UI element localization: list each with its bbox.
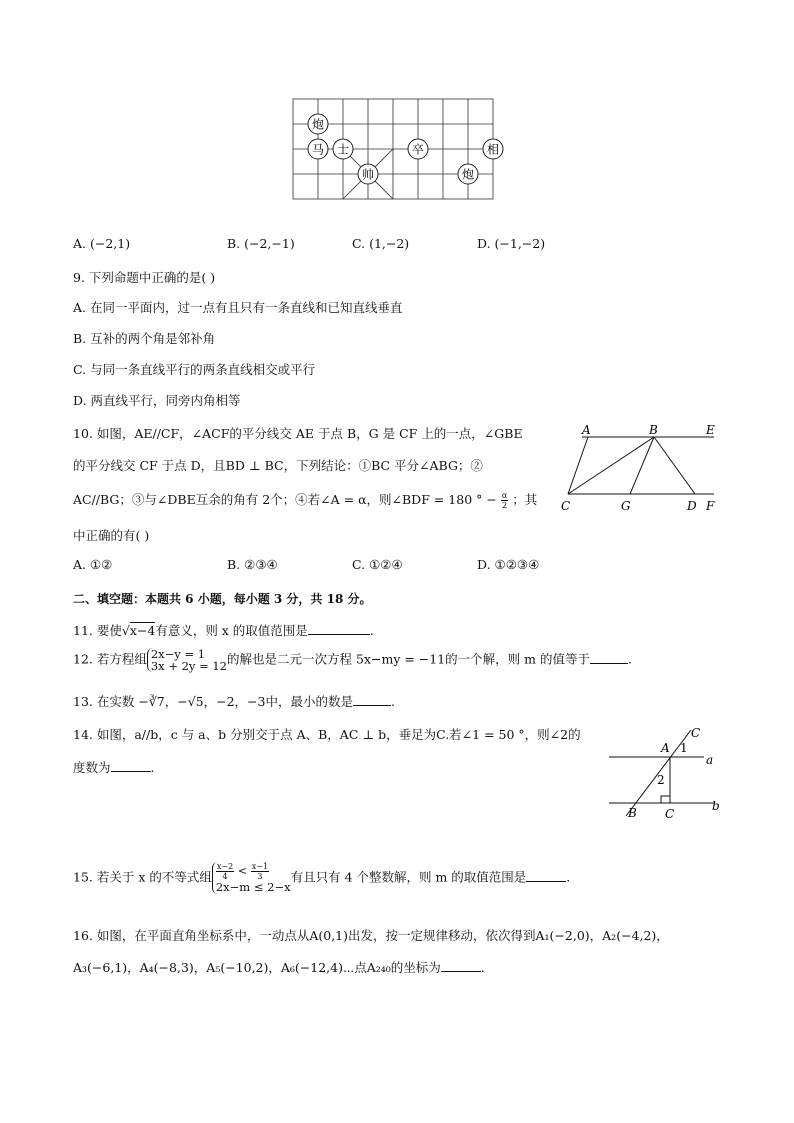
label-a: A bbox=[582, 423, 591, 437]
piece-label: 炮 bbox=[461, 167, 475, 182]
q15-frac1 bbox=[216, 862, 234, 881]
q10-line-1: 10. 如图，AE//CF，∠ACF的平分线交 AE 于点 B，G 是 CF 上的一点，∠GBE bbox=[73, 426, 523, 441]
piece-pao-right bbox=[458, 164, 478, 184]
q10-line-2: 的平分线交 CF 于点 D，且BD ⊥ BC，下列结论：①BC 平分∠ABG；② bbox=[73, 458, 483, 473]
section-2-title: 二、填空题：本题共 6 小题，每小题 3 分，共 18 分。 bbox=[73, 592, 372, 606]
q10-fraction bbox=[501, 491, 508, 510]
label-c-top: C bbox=[691, 726, 701, 740]
piece-shi bbox=[333, 139, 353, 159]
piece-shuai bbox=[358, 164, 378, 184]
q10-option-d: D. ①②③④ bbox=[477, 557, 540, 572]
q9-stem: 9. 下列命题中正确的是( ) bbox=[73, 270, 216, 285]
q15-ineq1 bbox=[216, 862, 291, 881]
q16-answer-blank[interactable] bbox=[441, 959, 481, 972]
label-line-a: a bbox=[706, 753, 714, 767]
label-c-bottom: C bbox=[665, 807, 675, 821]
q15-answer-blank[interactable] bbox=[526, 869, 566, 882]
q15-frac2-num: x−1 bbox=[251, 862, 269, 871]
piece-label: 帅 bbox=[361, 167, 375, 182]
q14-answer-blank[interactable] bbox=[111, 759, 151, 772]
q10-line-4: 中正确的有( ) bbox=[73, 528, 150, 543]
q15-frac2-den: 3 bbox=[257, 872, 263, 881]
q10-figure bbox=[558, 422, 718, 512]
label-a-point: A bbox=[661, 741, 670, 755]
q14-line-1: 14. 如图，a//b，c 与 a、b 分别交于点 A、B，AC ⊥ b，垂足为C.若∠1 = 50 °，则∠2的 bbox=[73, 727, 581, 742]
segment-ac bbox=[568, 437, 588, 494]
q14-line-2 bbox=[73, 758, 155, 776]
q15-system bbox=[212, 862, 291, 894]
q9-option-b: B. 互补的两个角是邻补角 bbox=[73, 331, 216, 346]
piece-label: 士 bbox=[336, 142, 350, 157]
q11-end: . bbox=[369, 623, 374, 638]
q9-option-a: A. 在同一平面内，过一点有且只有一条直线和已知直线垂直 bbox=[73, 300, 403, 315]
q12-eq2: 3x + 2y = 12 bbox=[150, 659, 228, 673]
q8-option-a: A. (−2,1) bbox=[73, 236, 131, 251]
label-b-point: B bbox=[628, 806, 637, 820]
label-angle-2: 2 bbox=[657, 773, 665, 787]
piece-label: 相 bbox=[486, 142, 500, 157]
q15 bbox=[73, 862, 570, 894]
q10-line-3-text: AC//BG；③与∠DBE互余的角有 2个；④若∠A = α，则∠BDF = 180 ° − bbox=[73, 492, 497, 507]
q9-option-c: C. 与同一条直线平行的两条直线相交或平行 bbox=[73, 362, 316, 377]
label-b: B bbox=[649, 423, 658, 437]
piece-xiang bbox=[483, 139, 503, 159]
label-f: F bbox=[706, 499, 715, 513]
q12-pre: 12. 若方程组 bbox=[73, 651, 147, 667]
label-angle-1: 1 bbox=[680, 741, 688, 755]
q13-end: . bbox=[390, 694, 395, 709]
q13-answer-blank[interactable] bbox=[353, 693, 391, 706]
q10-fraction-den: 2 bbox=[501, 501, 508, 510]
q11-pre: 11. 要使 bbox=[73, 623, 122, 638]
q10-option-a: A. ①② bbox=[73, 557, 113, 572]
q11-answer-blank[interactable] bbox=[308, 622, 370, 635]
q13-text: 13. 在实数 −∛7，−√5，−2，−3中，最小的数是 bbox=[73, 694, 353, 709]
piece-zu bbox=[408, 139, 428, 159]
label-d: D bbox=[687, 499, 697, 513]
label-e: E bbox=[706, 423, 715, 437]
q12-eq1: 2x−y = 1 bbox=[150, 647, 206, 661]
q11-sqrt-sign: √ bbox=[121, 623, 130, 638]
label-c: C bbox=[561, 499, 571, 513]
q12-answer-blank[interactable] bbox=[590, 651, 628, 664]
piece-label: 马 bbox=[311, 142, 325, 157]
q15-frac2 bbox=[251, 862, 269, 881]
q9-option-d: D. 两直线平行，同旁内角相等 bbox=[73, 393, 241, 408]
q16-line-1: 16. 如图，在平面直角坐标系中，一动点从A(0,1)出发，按一定规律移动，依次得到A₁(−2,0)，A₂(−4,2)， bbox=[73, 928, 669, 943]
q10-fraction-num: α bbox=[501, 491, 508, 500]
q16-line-2 bbox=[73, 958, 485, 976]
q8-option-b: B. (−2,−1) bbox=[227, 236, 295, 251]
q16-line-2-text: A₃(−6,1)，A₄(−8,3)，A₅(−10,2)，A₆(−12,4)⋯点A₂₄₀的坐标为 bbox=[73, 960, 441, 975]
q15-frac1-den: 4 bbox=[222, 872, 228, 881]
q14-line-2-text: 度数为 bbox=[73, 760, 111, 775]
q11-radicand: x−4 bbox=[129, 623, 156, 638]
q15-end: . bbox=[566, 869, 571, 885]
q10-option-c: C. ①②④ bbox=[352, 557, 403, 572]
q12-system bbox=[147, 648, 227, 672]
right-angle-mark bbox=[661, 796, 670, 803]
q8-option-c: C. (1,−2) bbox=[352, 236, 410, 251]
q15-post: 有且只有 4 个整数解，则 m 的取值范围是 bbox=[290, 869, 527, 885]
label-line-b: b bbox=[712, 799, 720, 813]
q16-end: . bbox=[480, 960, 485, 975]
q8-option-d: D. (−1,−2) bbox=[477, 236, 546, 251]
q14-end: . bbox=[150, 760, 155, 775]
q10-option-b: B. ②③④ bbox=[227, 557, 278, 572]
segment-bd bbox=[654, 437, 695, 494]
q12-end: . bbox=[627, 651, 632, 667]
segment-bc bbox=[568, 437, 654, 494]
piece-label: 炮 bbox=[311, 117, 325, 132]
piece-pao-left bbox=[308, 114, 328, 134]
q10-line-3-tail: ；其 bbox=[512, 492, 538, 507]
q10-line-3 bbox=[73, 490, 537, 510]
q11-post: 有意义，则 x 的取值范围是 bbox=[155, 623, 308, 638]
piece-label: 卒 bbox=[411, 142, 425, 157]
q15-ineq2: 2x−m ≤ 2−x bbox=[215, 880, 291, 894]
label-g: G bbox=[621, 499, 631, 513]
chess-board-figure bbox=[290, 96, 500, 206]
q14-figure bbox=[606, 726, 721, 821]
q15-frac1-num: x−2 bbox=[216, 862, 234, 871]
q12-post: 的解也是二元一次方程 5x−my = −11的一个解，则 m 的值等于 bbox=[227, 651, 590, 667]
q13 bbox=[73, 692, 395, 710]
piece-ma bbox=[308, 139, 328, 159]
q15-pre: 15. 若关于 x 的不等式组 bbox=[73, 869, 212, 885]
q15-lt: < bbox=[237, 864, 248, 878]
q11 bbox=[73, 621, 374, 639]
q12 bbox=[73, 648, 632, 672]
